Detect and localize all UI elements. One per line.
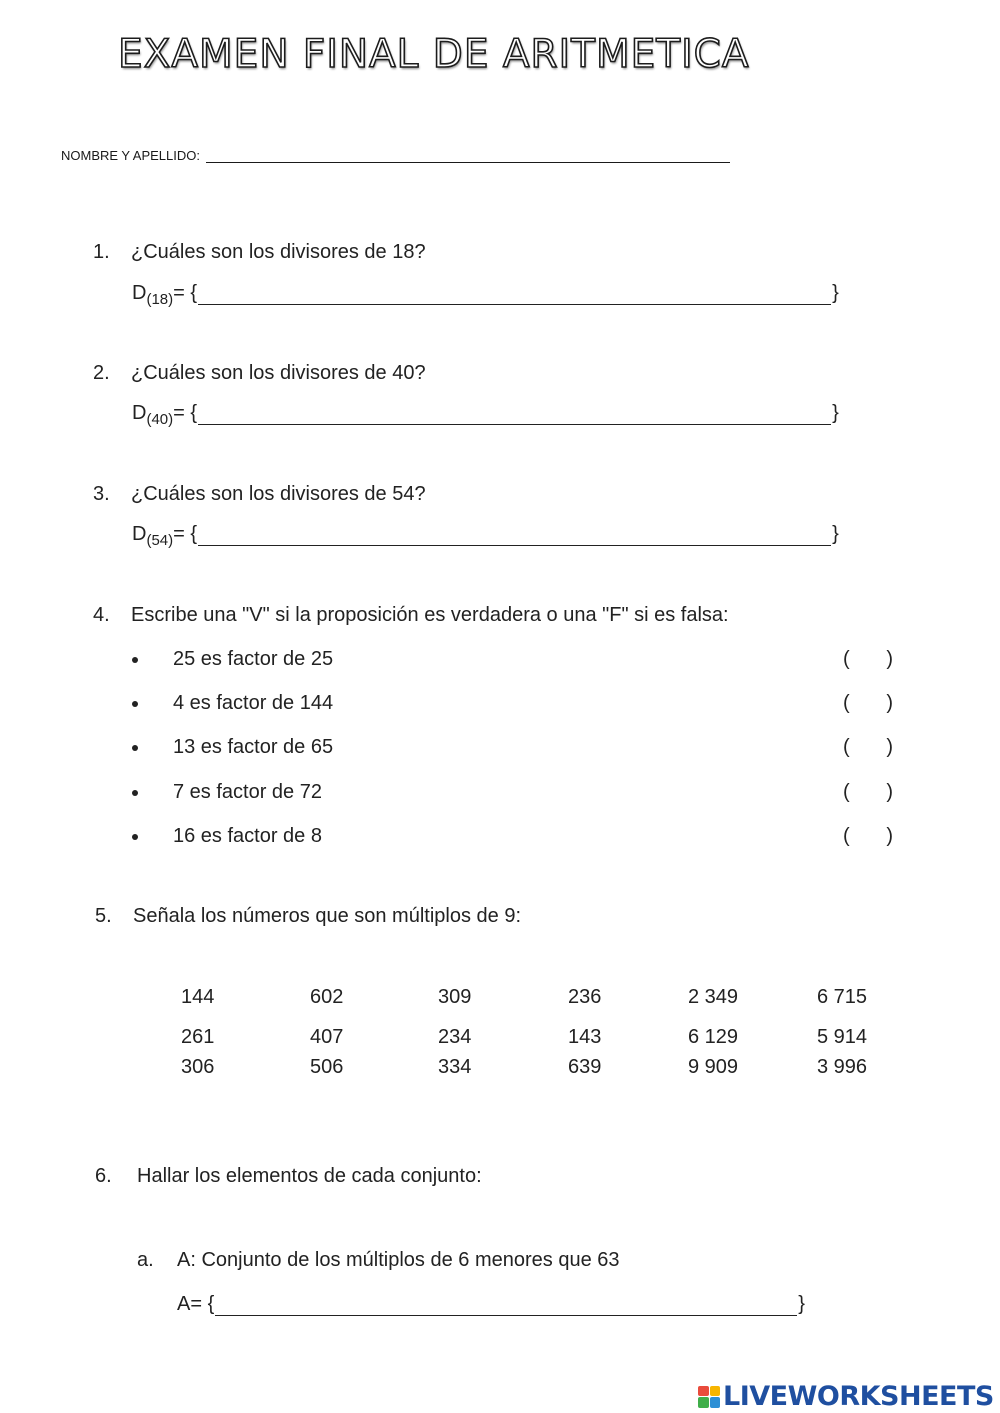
question-2 [93,362,426,385]
answer-blank-3[interactable] [198,525,831,546]
set-name: D [132,402,147,424]
number-option[interactable]: 9 909 [688,1056,739,1078]
question-text: Escribe una "V" si la proposición es verdadera o una "F" si es falsa: [131,604,729,626]
sub-question-letter: a. [137,1249,154,1271]
paren-open: ( [843,825,850,847]
number-option[interactable]: 236 [568,986,602,1008]
number-option[interactable]: 261 [181,1026,215,1048]
question-text: ¿Cuáles son los divisores de 40? [131,362,426,384]
question-number: 5. [95,905,112,927]
set-close-brace: } [798,1293,805,1315]
paren-open: ( [843,648,850,670]
number-option[interactable]: 6 715 [817,986,868,1008]
question-6 [95,1165,482,1188]
set-name: D [132,523,147,545]
set-open-brace: = { [173,282,198,304]
question-1 [93,241,426,264]
answer-box[interactable] [843,825,893,848]
question-5 [95,905,521,928]
liveworksheets-logo [698,1381,994,1412]
number-option[interactable]: 143 [568,1026,602,1048]
answer-set-6a [177,1293,805,1316]
number-option[interactable]: 639 [568,1056,602,1078]
statement-text: 13 es factor de 65 [173,736,334,758]
number-option[interactable]: 407 [310,1026,344,1048]
bullet-icon [132,834,138,840]
paren-close: ) [886,781,893,803]
question-4 [93,604,729,627]
statement-text: 25 es factor de 25 [173,648,334,670]
number-option[interactable]: 6 129 [688,1026,739,1048]
bullet-icon [132,701,138,707]
set-subscript: (40) [146,411,174,428]
number-option[interactable]: 2 349 [688,986,739,1008]
set-close-brace: } [832,282,839,304]
logo-text: LIVEWORKSHEETS [723,1381,994,1412]
set-close-brace: } [832,402,839,424]
question-text: Señala los números que son múltiplos de 9: [133,905,522,927]
bullet-icon [132,657,138,663]
number-option[interactable]: 3 996 [817,1056,868,1078]
number-option[interactable]: 506 [310,1056,344,1078]
bullet-icon [132,790,138,796]
set-close-brace: } [832,523,839,545]
question-number: 6. [95,1165,112,1187]
question-number: 1. [93,241,110,263]
paren-close: ) [886,825,893,847]
question-number: 3. [93,483,110,505]
answer-set-3 [132,523,839,549]
statement-text: 7 es factor de 72 [173,781,322,803]
answer-set-2 [132,402,839,428]
number-option[interactable]: 309 [438,986,472,1008]
set-open-brace: = { [190,1293,215,1315]
name-input-line[interactable] [206,148,730,163]
name-label: NOMBRE Y APELLIDO: [61,148,200,163]
set-name: D [132,282,147,304]
question-text: ¿Cuáles son los divisores de 18? [131,241,426,263]
answer-blank-6a[interactable] [215,1295,797,1316]
set-open-brace: = { [173,402,198,424]
number-option[interactable]: 234 [438,1026,472,1048]
page-title: EXAMEN FINAL DE ARITMETICA [118,32,750,77]
answer-blank-1[interactable] [198,284,831,305]
number-option[interactable]: 306 [181,1056,215,1078]
answer-set-1 [132,282,839,308]
statement-text: 4 es factor de 144 [173,692,334,714]
answer-box[interactable] [843,781,893,804]
answer-box[interactable] [843,648,893,671]
answer-box[interactable] [843,736,893,759]
number-option[interactable]: 144 [181,986,215,1008]
bullet-icon [132,745,138,751]
number-option[interactable]: 334 [438,1056,472,1078]
name-field [61,148,730,163]
paren-close: ) [886,736,893,758]
number-option[interactable]: 602 [310,986,344,1008]
liveworksheets-logo-icon [698,1386,720,1408]
paren-close: ) [886,648,893,670]
question-number: 4. [93,604,110,626]
answer-box[interactable] [843,692,893,715]
question-text: ¿Cuáles son los divisores de 54? [131,483,426,505]
question-text: Hallar los elementos de cada conjunto: [137,1165,482,1187]
set-open-brace: = { [173,523,198,545]
statement-text: 16 es factor de 8 [173,825,322,847]
question-6a [137,1249,620,1272]
paren-open: ( [843,692,850,714]
sub-question-text: A: Conjunto de los múltiplos de 6 menores que 63 [177,1249,620,1271]
set-subscript: (18) [146,291,174,308]
paren-open: ( [843,781,850,803]
question-number: 2. [93,362,110,384]
set-subscript: (54) [146,532,174,549]
set-name: A [177,1293,191,1315]
paren-open: ( [843,736,850,758]
number-option[interactable]: 5 914 [817,1026,868,1048]
question-3 [93,483,426,506]
answer-blank-2[interactable] [198,404,831,425]
paren-close: ) [886,692,893,714]
